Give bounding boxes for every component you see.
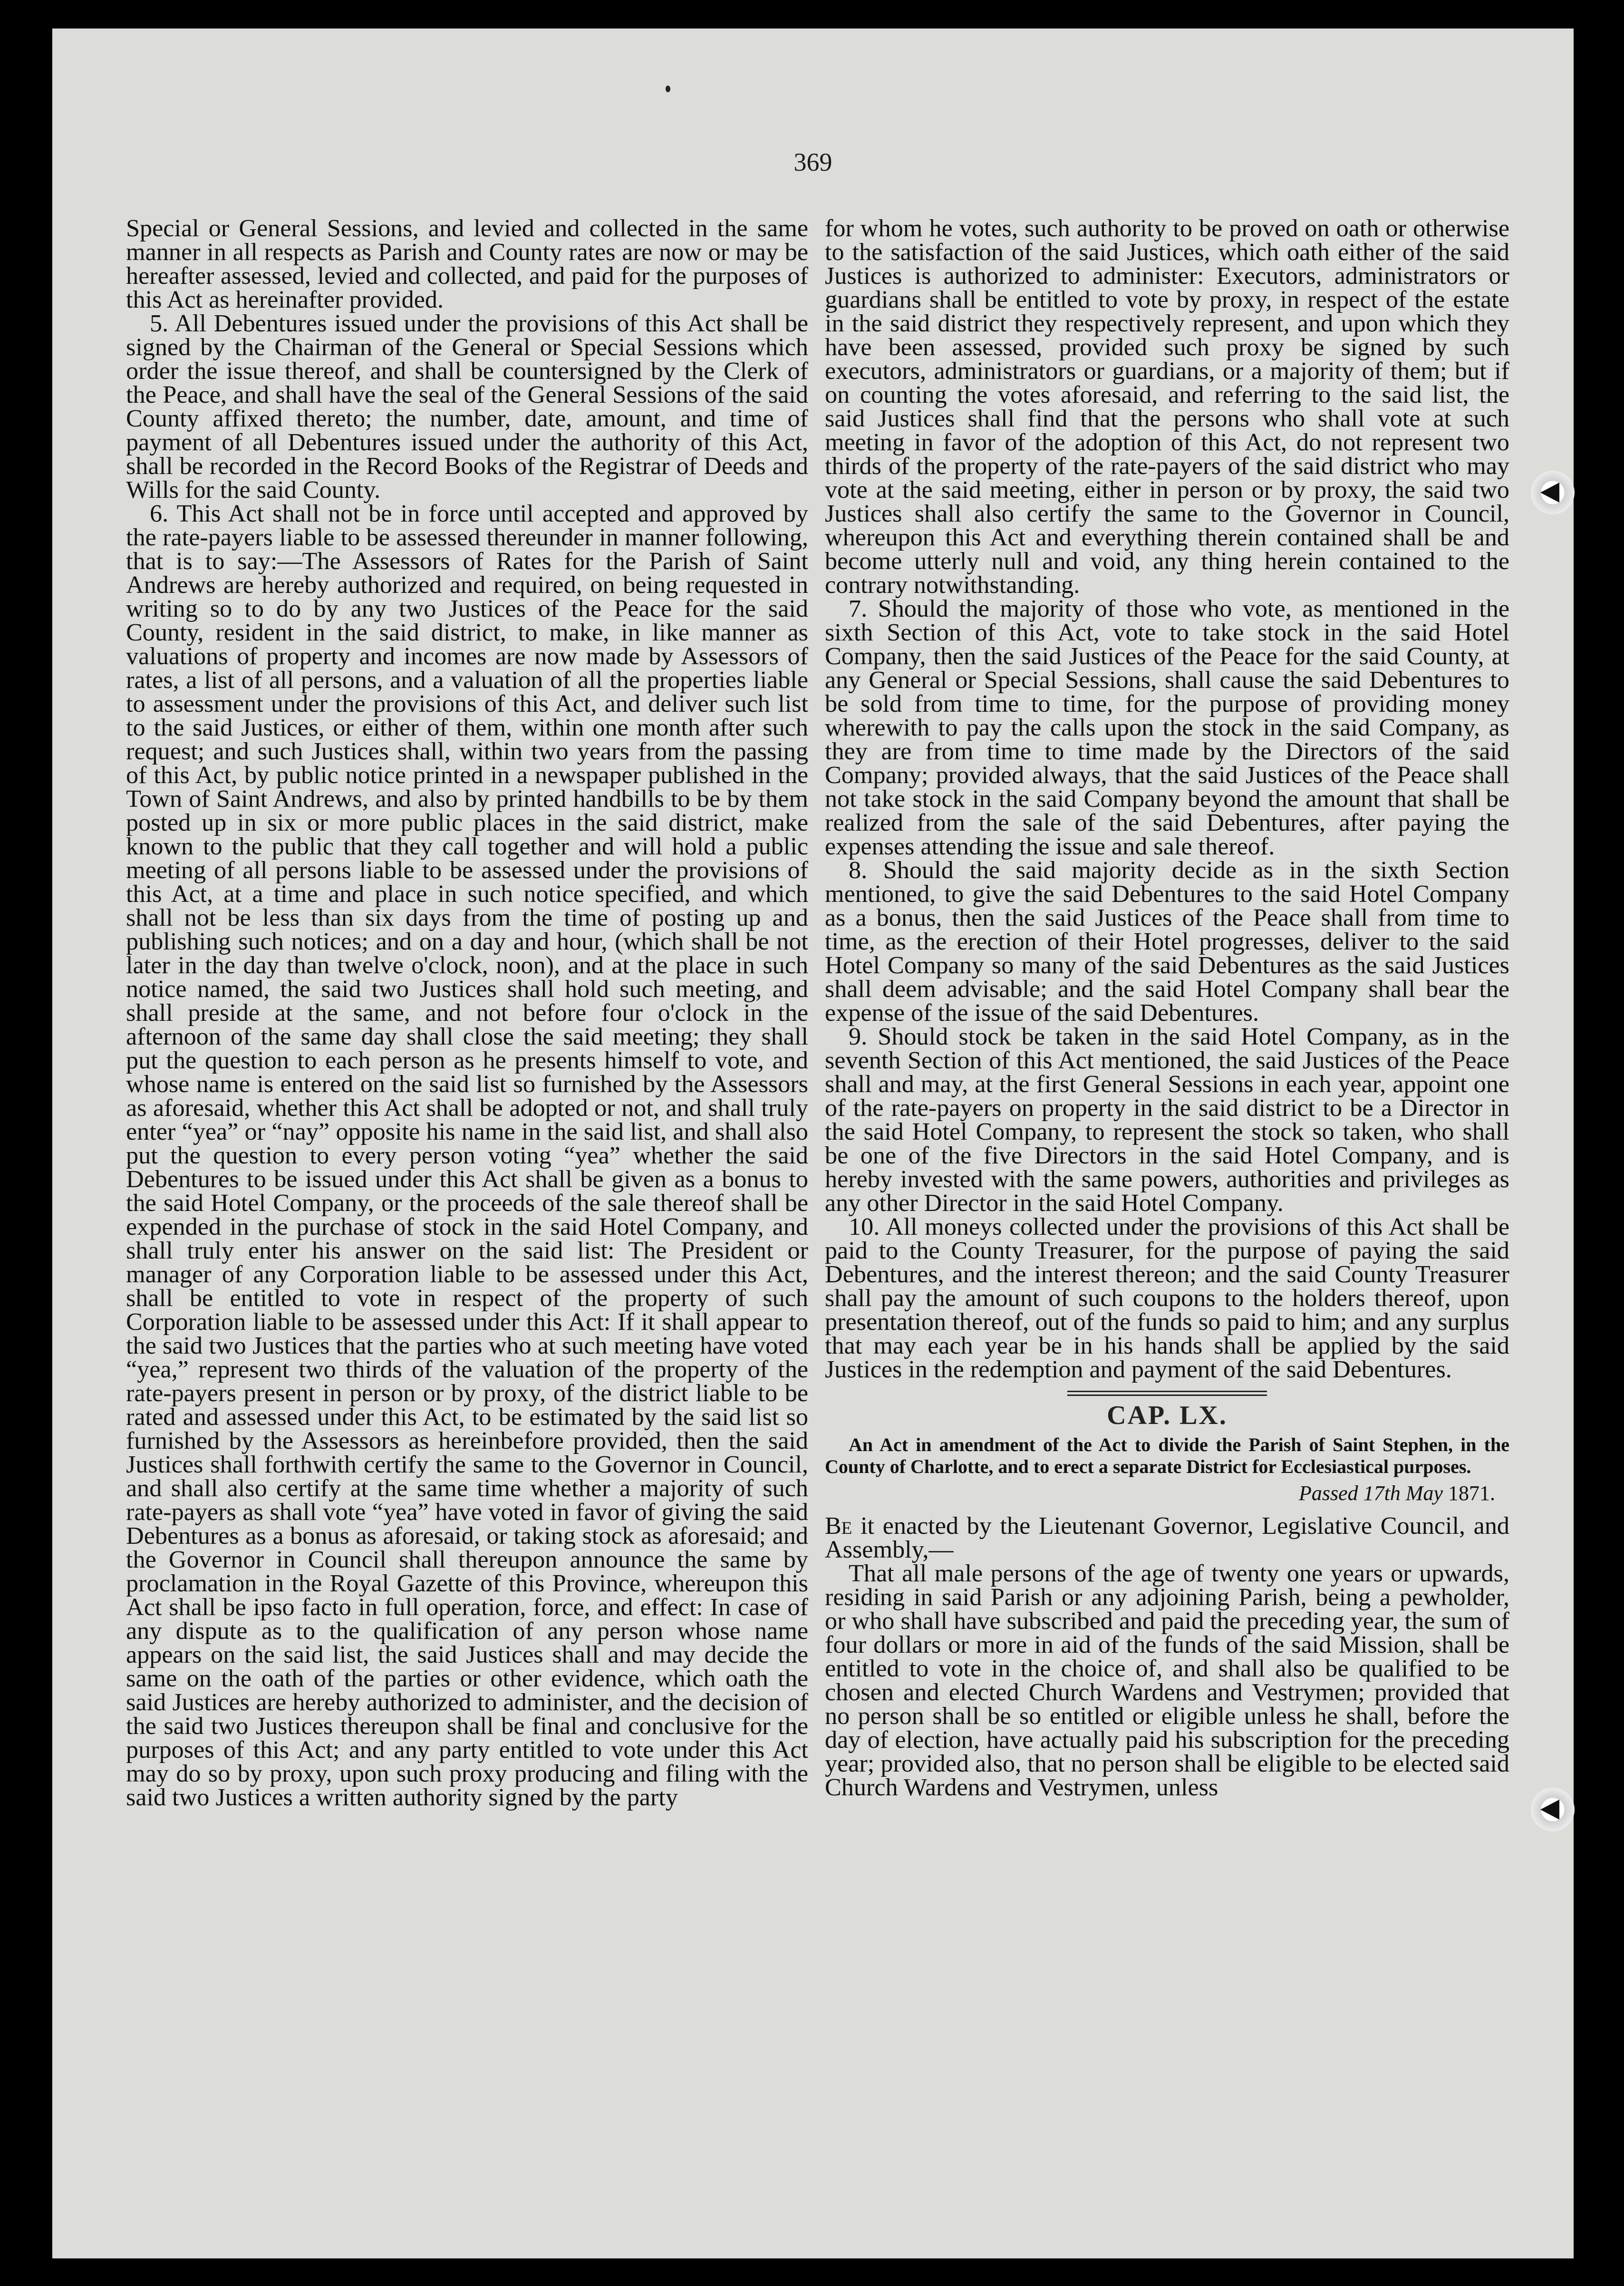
paragraph-section-6: 6. This Act shall not be in force until accepted and approved by the rate-payers liable to be assessed thereunder in manner following, that is to say:—The Assessors of Rates for the Parish of Saint Andrews are hereby authorized and required, on being requested in writing so to do by any two Justices of the Peace for the said County, resident in the said district, to make, in like manner as valuations of property and incomes are now made by Assessors of rates, a list of all persons, and a valuation of all the properties liable to assessment under the provisions of this Act, and deliver such list to the said Justices, or either of them, within one month after such request; and such Justices shall, within two years from the passing of this Act, by public notice printed in a newspaper published in the Town of Saint Andrews, and also by printed handbills to be by them posted up in six or more public places in the said district, make known to the public that they call together and will hold a public meeting of all persons liable to be assessed under the provisions of this Act, at a time and place in such notice specified, and which shall not be less than six days from the time of posting up and publishing such notices; and on a day and hour, (which shall be not later in the day than twelve o'clock, noon), and at the place in such notice named, the said two Justices shall hold such meeting, and shall preside at the same, and not before four o'clock in the afternoon of the same day shall close the said meeting; they shall put the question to each person as he presents himself to vote, and whose name is entered on the said list so furnished by the Assessors as aforesaid, whether this Act shall be adopted or not, and shall truly enter “yea” or “nay” opposite his name in the said list, and shall also put the question to every person voting “yea” whether the said Debentures to be issued under this Act shall be given as a bonus to the said Hotel Company, or the proceeds of the sale thereof shall be expended in the purchase of stock in the said Hotel Company, and shall truly enter his answer on the said list: The President or manager of any Corporation liable to be assessed under this Act, shall be entitled to vote in respect of the property of such Corporation liable to be assessed under this Act: If it shall appear to the said two Justices that the parties who at such meeting have voted “yea,” represent two thirds of the valuation of the property of the rate-payers present in person or by proxy, of the district liable to be rated and assessed under this Act, to be estimated by the said list so furnished by the Assessors as hereinbefore provided, then the said Justices shall forthwith certify the same to the Governor in Council, and shall also certify at the same time whether a majority of such rate-payers as shall vote “yea” have voted in favor of giving the said Debentures as a bonus as aforesaid, or taking stock as aforesaid; and the Governor in Council shall thereupon announce the same by proclamation in the Royal Gazette of this Province, whereupon this Act shall be ipso facto in full operation, force, and effect: In case of any dispute as to the qualification of any person whose name appears on the said list, the said Justices shall and may decide the same on the oath of the parties or other evidence, which oath the said Justices are hereby authorized to administer, and the decision of the said two Justices thereupon shall be final and conclusive for the purposes of this Act; and any party entitled to vote under this Act may do so by proxy, upon such proxy producing and filing with the said two Justices a written authority signed by the party — [126, 500, 808, 1811]
paragraph-section-10: 10. All moneys collected under the provisions of this Act shall be paid to the County Treasurer, for the purpose of paying the said Debentures, and the interest thereon; and the said County Treasurer shall pay the amount of such coupons to the holders thereof, upon presentation thereof, out of the funds so paid to him; and any surplus that may each year be in his hands shall be applied by the said Justices in the redemption and payment of the said Debentures. — [825, 1213, 1509, 1383]
enacting-clause — [825, 1514, 1509, 1561]
passed-date — [825, 1482, 1509, 1505]
passed-label: Passed 17th May — [1298, 1482, 1443, 1505]
act-title: An Act in amendment of the Act to divide the Parish of Saint Stephen, in the County of Charlotte, and to erect a separate District for Ecclesiastical purposes. — [825, 1434, 1509, 1477]
page-number: 369 — [793, 148, 832, 176]
paragraph-section-5: 5. All Debentures issued under the provisions of this Act shall be signed by the Chairman of the General or Special Sessions which order the issue thereof, and shall be countersigned by the Clerk of the Peace, and shall have the seal of the General Sessions of the said County affixed thereto; the number, date, amount, and time of payment of all Debentures issued under the authority of this Act, shall be recorded in the Record Books of the Registrar of Deeds and Wills for the said County. — [126, 310, 808, 504]
enacting-first-word: Be — [825, 1512, 852, 1540]
paragraph: Special or General Sessions, and levied and collected in the same manner in all respects as Parish and County rates are now or may be hereafter assessed, levied and collected, and paid for the purposes of this Act as hereinafter provided. — [126, 214, 808, 313]
paragraph: for whom he votes, such authority to be proved on oath or otherwise to the satisfaction of the said Justices, which oath either of the said Justices is authorized to administer: Executors, administrators or guardians shall be entitled to vote by proxy, in respect of the estate in the said district they respectively represent, and upon which they have been assessed, provided such proxy be signed by such executors, administrators or guardians, or a majority of them; but if on counting the votes aforesaid, and referring to the said list, the said Justices shall find that the persons who shall vote at such meeting in favor of the adoption of this Act, do not represent two thirds of the property of the rate-payers of the said district who may vote at the said meeting, either in person or by proxy, the said two Justices shall also certify the same to the Governor in Council, whereupon this Act and everything therein contained shall be and become utterly null and void, any thing herein contained to the contrary notwithstanding. — [825, 214, 1509, 599]
chapter-title: CAP. LX. — [1107, 1401, 1228, 1430]
left-column — [126, 216, 808, 1809]
enacting-text: it enacted by the Lieutenant Governor, Legislative Council, and Assembly,— — [825, 1512, 1510, 1563]
triangle-marker-icon — [1540, 1800, 1559, 1820]
triangle-marker-icon — [1540, 483, 1559, 503]
punch-hole-icon — [1531, 1788, 1575, 1831]
punch-hole-icon — [1531, 471, 1575, 514]
chapter-body: That all male persons of the age of twenty one years or upwards, residing in said Parish or any adjoining Parish, being a pewholder, or who shall have subscribed and paid the preceding year, the sum of four dollars or more in aid of the funds of the said Mission, shall be entitled to vote in the choice of, and shall also be qualified to be chosen and elected Church Wardens and Vestrymen; provided that no person shall be so entitled or eligible unless he shall, before the day of election, have actually paid his subscription for the preceding year; provided also, that no person shall be eligible to be elected said Church Wardens and Vestrymen, unless — [825, 1560, 1509, 1801]
paragraph-section-9: 9. Should stock be taken in the said Hotel Company, as in the seventh Section of this Act mentioned, the said Justices of the Peace shall and may, at the first General Sessions in each year, appoint one of the rate-payers on property in the said district to be a Director in the said Hotel Company, to represent the stock so taken, who shall be one of the five Directors in the said Hotel Company, and is hereby invested with the same powers, authorities and privileges as any other Director in the said Hotel Company. — [825, 1023, 1509, 1217]
paragraph-section-7: 7. Should the majority of those who vote, as mentioned in the sixth Section of this Act, vote to take stock in the said Hotel Company, then the said Justices of the Peace for the said County, at any General or Special Sessions, shall cause the said Debentures to be sold from time to time, for the purpose of providing money wherewith to pay the calls upon the stock in the said Company, as they are from time to time made by the Directors of the said Company; provided always, that the said Justices of the Peace shall not take stock in the said Company beyond the amount that shall be realized from the sale of the said Debentures, after paying the expenses attending the issue and sale thereof. — [825, 595, 1509, 860]
ink-speck — [666, 86, 670, 92]
paragraph-section-8: 8. Should the said majority decide as in the sixth Section mentioned, to give the said Debentures to the said Hotel Company as a bonus, then the said Justices of the Peace shall from time to time, as the erection of their Hotel progresses, deliver to the said Hotel Company so many of the said Debentures as the said Justices shall deem advisable; and the said Hotel Company shall bear the expense of the issue of the said Debentures. — [825, 856, 1509, 1027]
right-column — [825, 216, 1509, 1799]
passed-year: 1871. — [1448, 1482, 1495, 1505]
scanned-page — [52, 29, 1574, 2258]
chapter-divider — [1067, 1391, 1267, 1396]
